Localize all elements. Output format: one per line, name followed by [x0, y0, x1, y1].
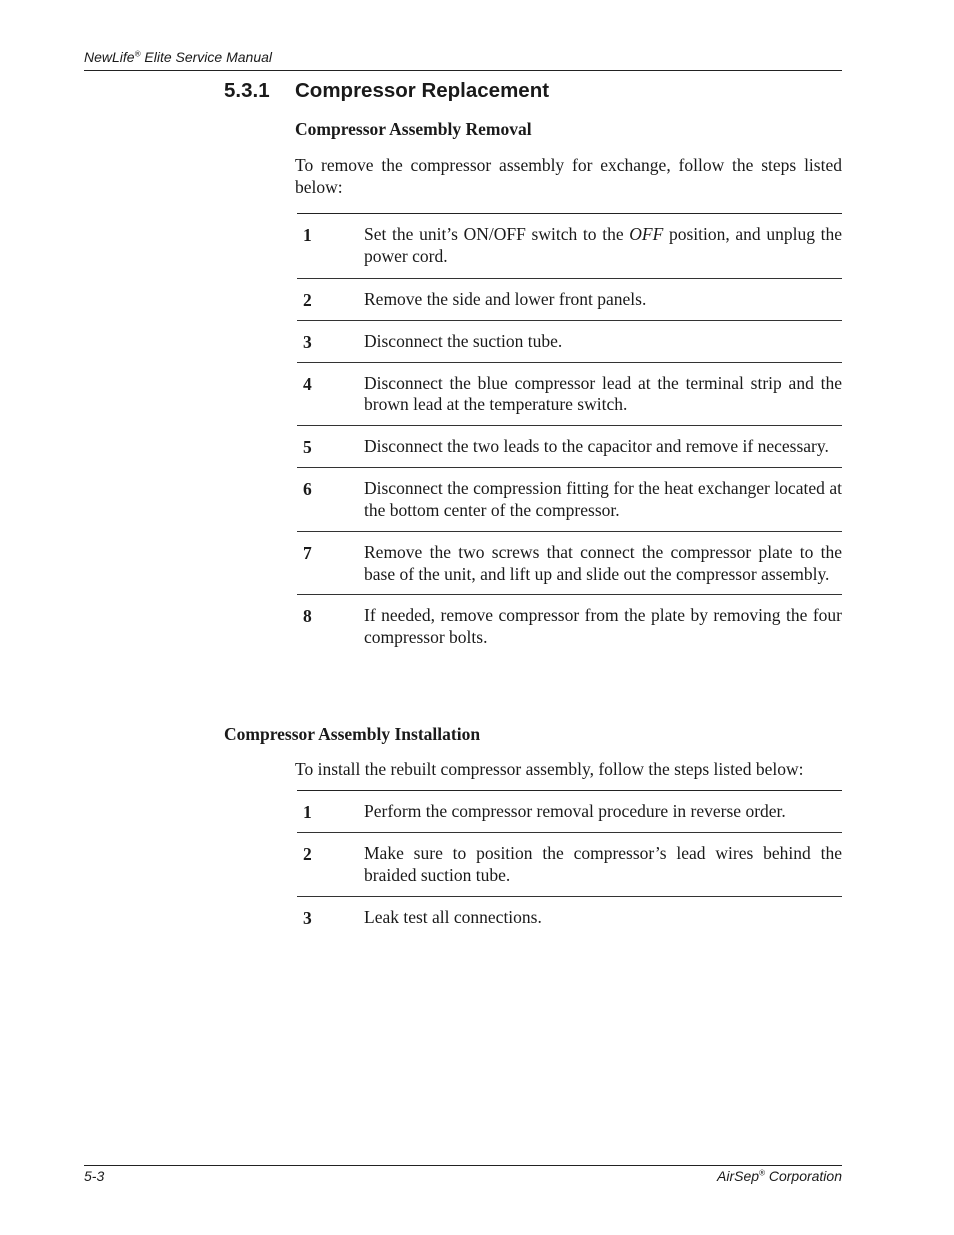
removal-step [297, 595, 842, 658]
installation-intro: To install the rebuilt compressor assembly, follow the steps listed below: [295, 759, 804, 779]
step-number: 3 [303, 331, 312, 352]
step-text: Disconnect the two leads to the capacitor and remove if necessary. [364, 436, 829, 457]
step-text: Leak test all connections. [364, 906, 542, 927]
installation-steps-table [297, 790, 842, 938]
removal-step [297, 468, 842, 532]
removal-step [297, 426, 842, 468]
step-number: 2 [303, 289, 312, 310]
step-text: Perform the compressor removal procedure in reverse order. [364, 801, 786, 821]
manual-title-rest: Elite Service Manual [140, 48, 273, 65]
removal-steps-table [297, 213, 842, 658]
removal-step [297, 363, 842, 427]
step-number: 1 [303, 225, 312, 245]
step-text: Disconnect the blue compressor lead at the terminal strip and the brown lead at the temperature switch. [364, 372, 842, 415]
step-text-italic: OFF [629, 224, 664, 244]
installation-step [297, 897, 842, 938]
page-header [84, 44, 842, 71]
registered-mark: ® [134, 49, 141, 58]
registered-mark: ® [759, 1168, 765, 1178]
step-number: 7 [303, 542, 312, 563]
section-heading [224, 79, 549, 103]
step-number: 2 [303, 844, 312, 864]
section-number: 5.3.1 [224, 79, 270, 102]
step-number: 3 [303, 907, 312, 928]
step-text: Make sure to position the compressor’s lead wires behind the braided suction tube. [364, 843, 842, 885]
manual-title [84, 49, 272, 65]
section-title: Compressor Replacement [295, 79, 550, 102]
step-text-part: Set the unit’s ON/OFF switch to the [364, 224, 630, 244]
removal-intro: To remove the compressor assembly for exchange, follow the steps listed below: [295, 155, 842, 197]
removal-step [297, 532, 842, 596]
step-text: Disconnect the compression fitting for the heat exchanger located at the bottom center of the compressor. [364, 478, 842, 520]
installation-heading: Compressor Assembly Installation [224, 724, 481, 744]
removal-step [297, 213, 842, 279]
step-text: Remove the side and lower front panels. [364, 288, 647, 309]
removal-step [297, 279, 842, 321]
installation-step [297, 833, 842, 897]
step-text: Remove the two screws that connect the compressor plate to the base of the unit, and lift up and slide out the compressor assembly. [364, 541, 842, 584]
step-text: Disconnect the suction tube. [364, 330, 563, 351]
company-brand: AirSep [717, 1168, 760, 1184]
company-name-rest: Corporation [764, 1168, 842, 1184]
step-text [364, 224, 842, 268]
step-text-part: position, and unplug the power cord. [364, 224, 843, 266]
step-number: 1 [303, 802, 312, 822]
installation-step [297, 790, 842, 833]
removal-heading: Compressor Assembly Removal [295, 119, 532, 139]
step-number: 6 [303, 479, 312, 500]
step-number: 8 [303, 606, 312, 627]
page-footer [84, 1165, 842, 1190]
page-number: 5-3 [84, 1168, 105, 1184]
manual-brand: NewLife [84, 48, 135, 65]
step-number: 5 [303, 437, 312, 458]
removal-step [297, 321, 842, 363]
step-text: If needed, remove compressor from the plate by removing the four compressor bolts. [364, 605, 842, 648]
company-name [717, 1168, 842, 1184]
step-number: 4 [303, 373, 312, 394]
